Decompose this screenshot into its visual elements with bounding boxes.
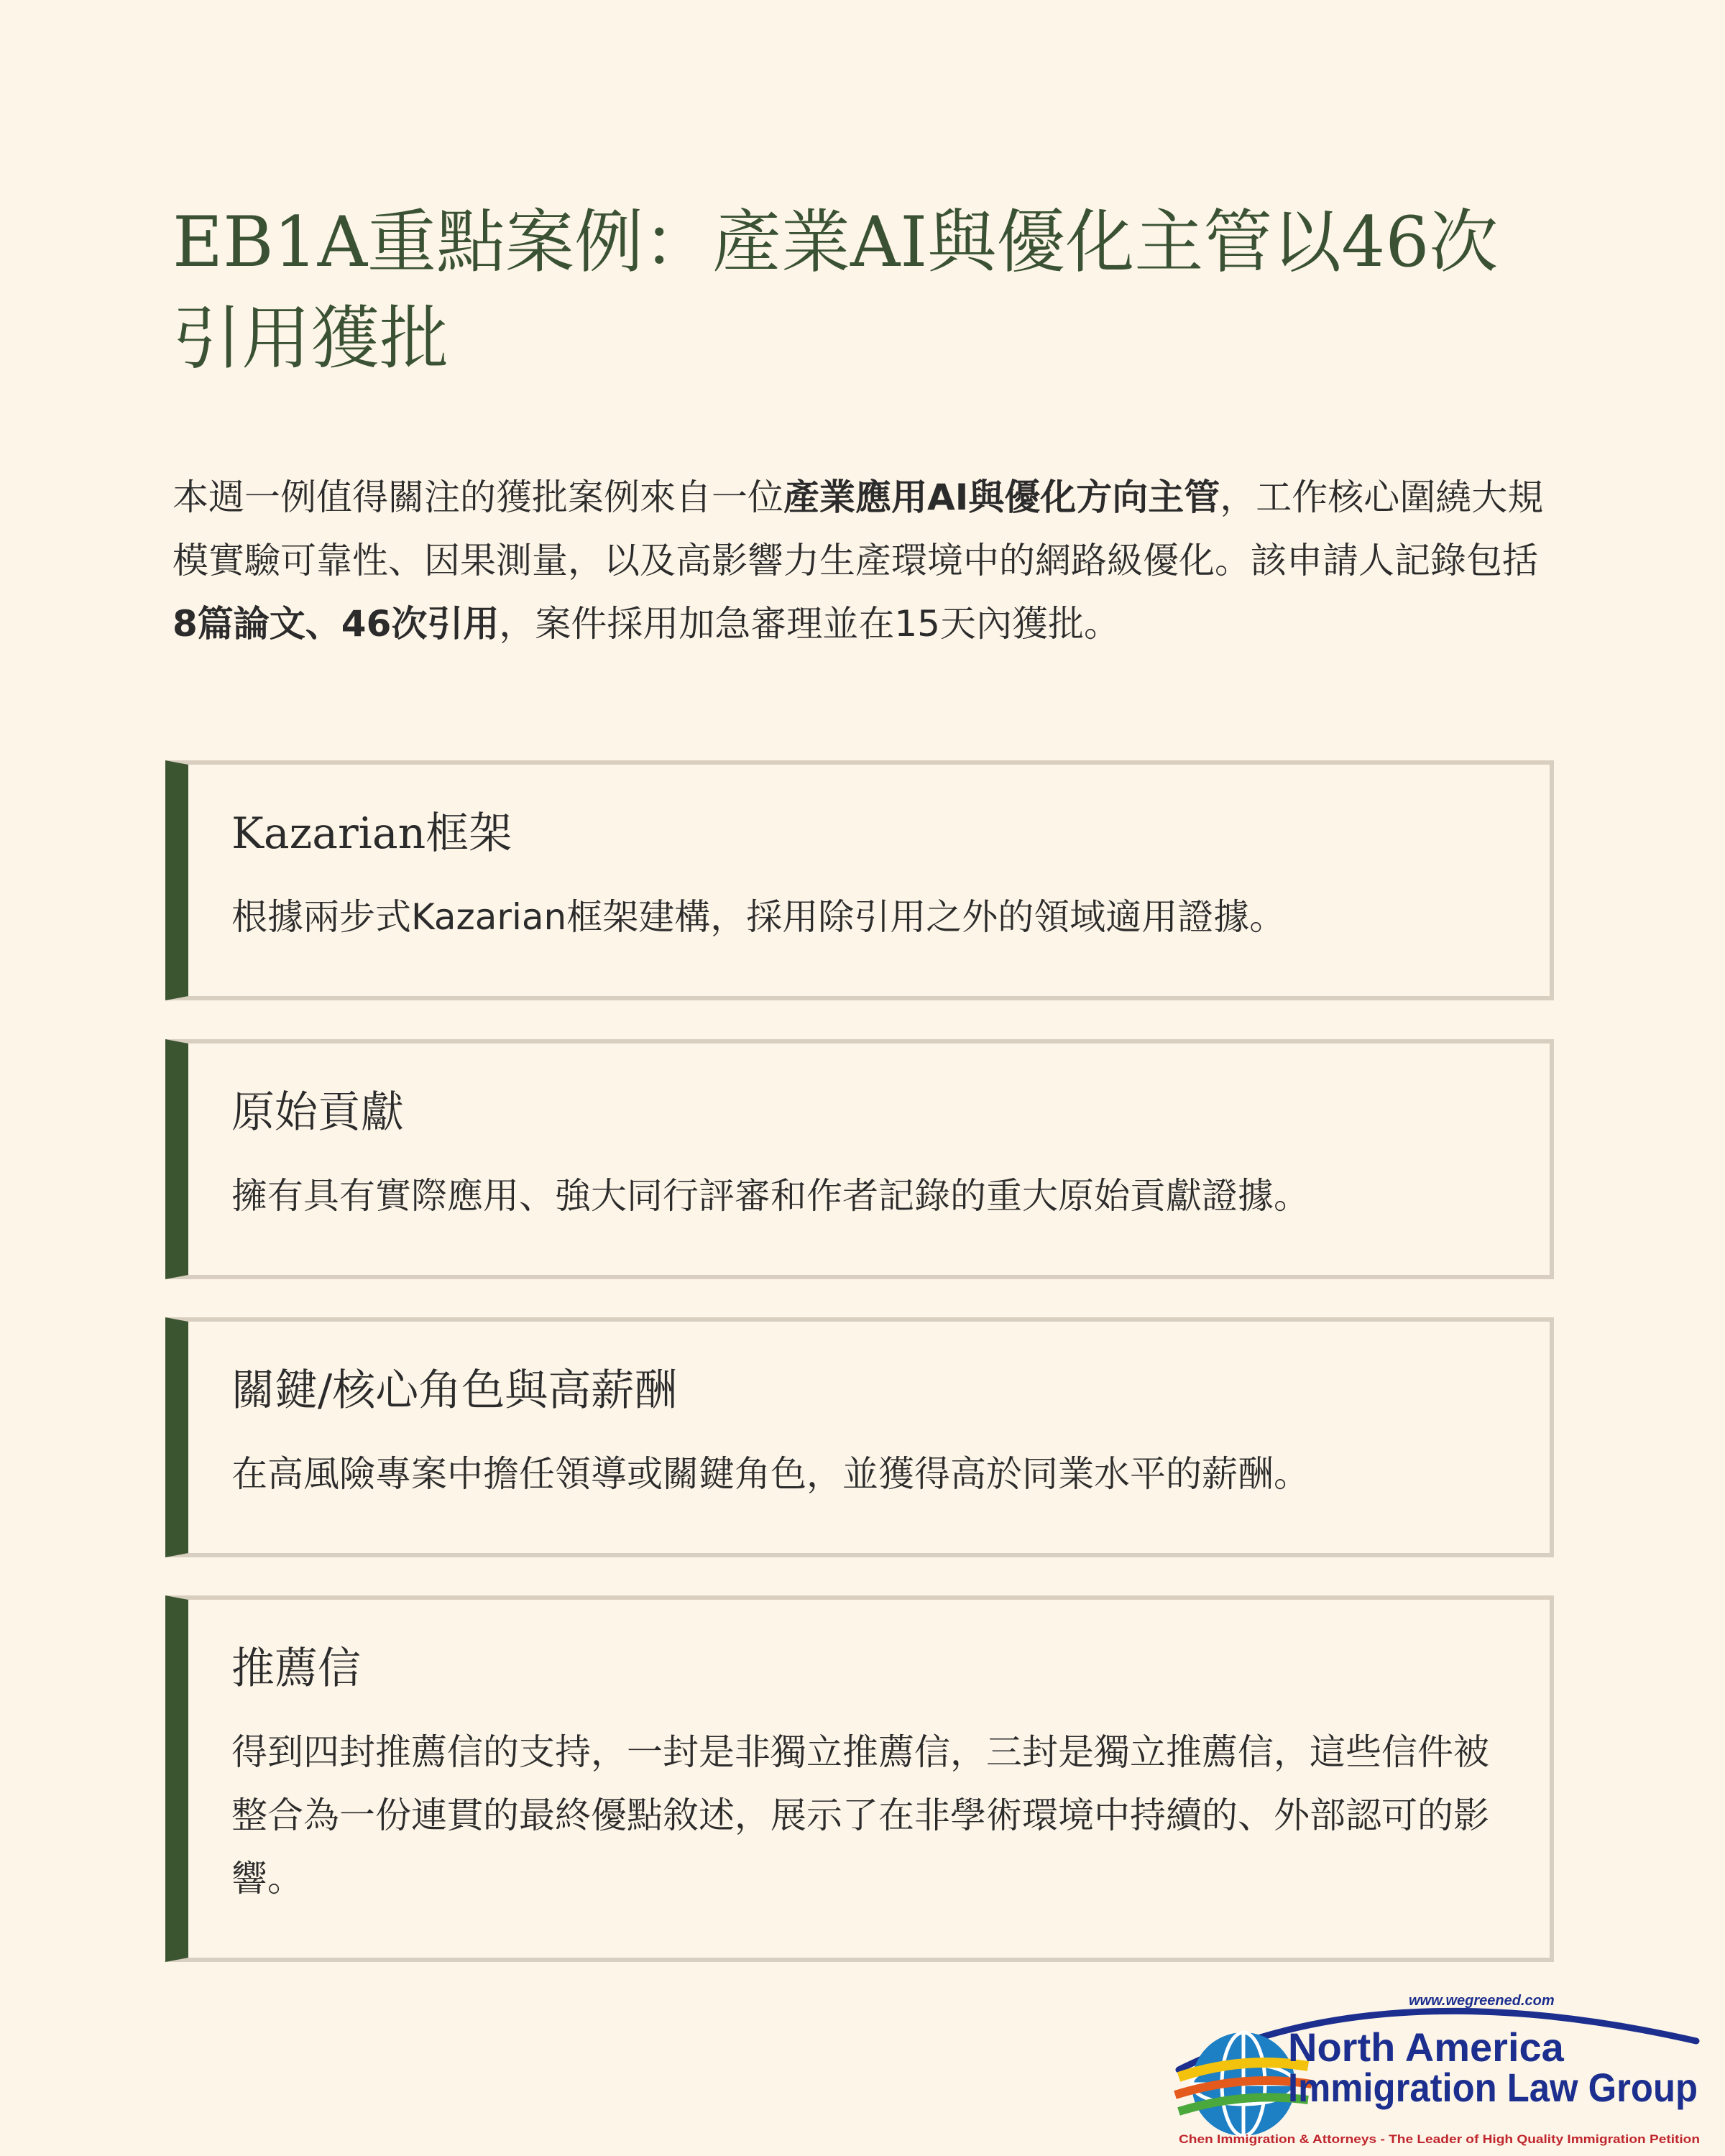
intro-text-3: ，案件採用加急審理並在15天內獲批。: [499, 603, 1120, 645]
card-title: 原始貢獻: [231, 1087, 404, 1138]
globe-logo-icon: [1164, 1984, 1711, 2149]
logo-line1: North America: [1288, 2024, 1564, 2070]
intro-highlight-role: 產業應用AI與優化方向主管: [783, 476, 1220, 518]
intro-text-1: 本週一例值得關注的獲批案例來自一位: [172, 476, 783, 518]
card-text: 在高風險專案中擔任領導或關鍵角色，並獲得高於同業水平的薪酬。: [231, 1453, 1310, 1495]
page-title: EB1A重點案例：產業AI與優化主管以46次引用獲批: [172, 202, 1499, 379]
card-text: 得到四封推薦信的支持，一封是非獨立推薦信，三封是獨立推薦信，這些信件被整合為一份連貫的最終優點敘述，展示了在非學術環境中持續的、外部認可的影響。: [231, 1731, 1489, 1899]
card-title: Kazarian框架: [231, 808, 512, 859]
card-title: 推薦信: [231, 1644, 361, 1694]
card-recommendation-letters: [165, 1595, 1554, 1962]
card-original-contribution: [165, 1039, 1554, 1279]
intro-paragraph: [172, 466, 1560, 655]
company-logo: [1164, 1984, 1711, 2149]
logo-line2: Immigration Law Group: [1288, 2065, 1698, 2110]
card-critical-role: [165, 1317, 1554, 1557]
card-text: 根據兩步式Kazarian框架建構，採用除引用之外的領域適用證據。: [231, 896, 1286, 938]
card-title: 關鍵/核心角色與高薪酬: [231, 1365, 678, 1416]
logo-tagline: Chen Immigration & Attorneys - The Leader of High Quality Immigration Petition: [1179, 2132, 1700, 2146]
intro-text-2: ，工作核心圍繞大規模實驗可靠性、因果測量，以及高影響力生產環境中的網路級優化。該申請人記錄包括: [172, 476, 1544, 581]
card-text: 擁有具有實際應用、強大同行評審和作者記錄的重大原始貢獻證據。: [231, 1175, 1310, 1217]
card-kazarian-framework: [165, 760, 1554, 1000]
intro-highlight-stats: 8篇論文、46次引用: [172, 603, 500, 645]
logo-url: www.wegreened.com: [1409, 1993, 1555, 2009]
